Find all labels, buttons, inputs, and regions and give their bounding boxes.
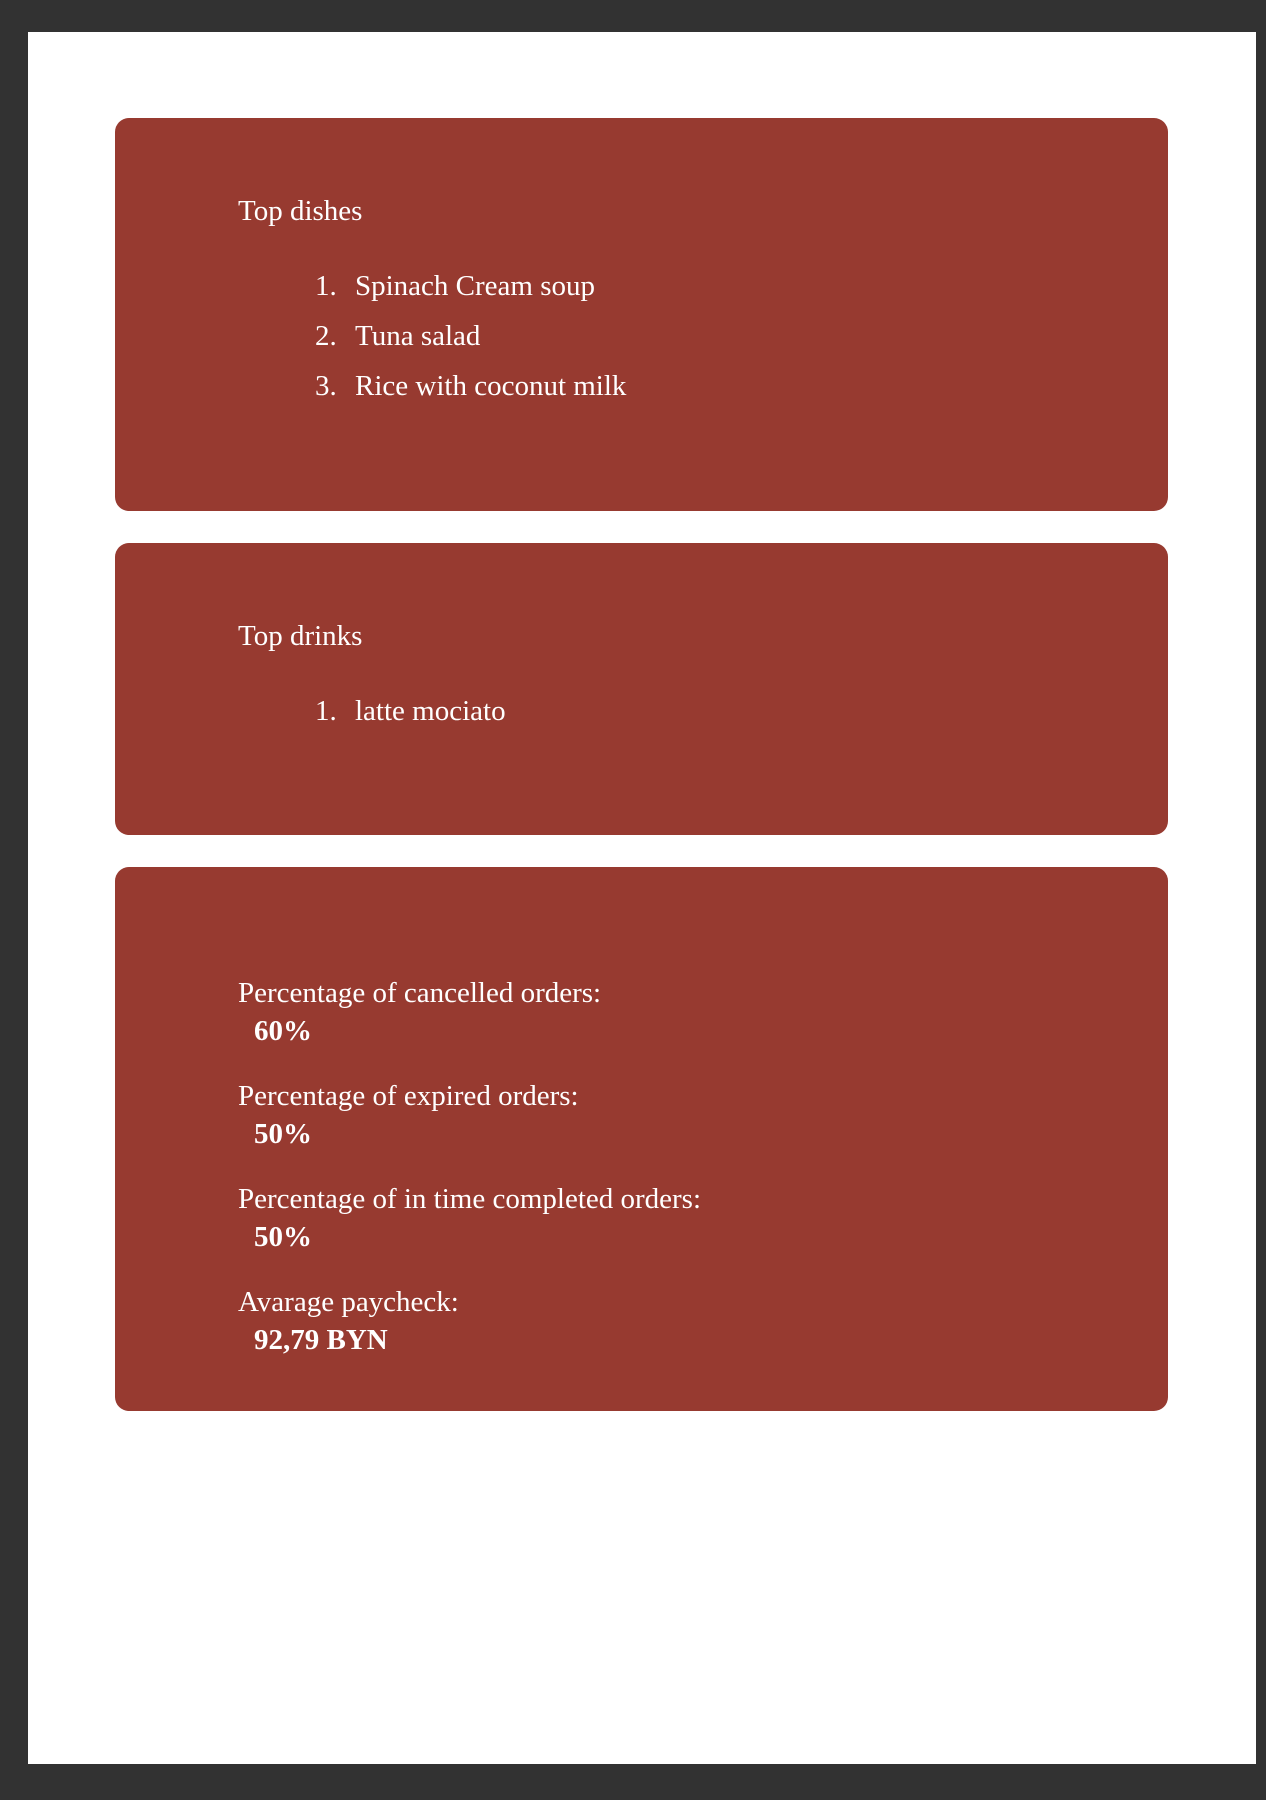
list-item-label: Spinach Cream soup <box>355 270 596 302</box>
average-paycheck-stat <box>238 1283 459 1359</box>
list-item-label: latte mociato <box>355 695 506 727</box>
stat-value: 60% <box>254 1015 312 1047</box>
top-drinks-card <box>115 543 1168 835</box>
stat-value: 50% <box>254 1221 312 1253</box>
stat-value: 92,79 BYN <box>254 1324 388 1356</box>
list-item-number: 2. <box>315 320 337 352</box>
list-item-label: Rice with coconut milk <box>355 370 627 402</box>
list-item <box>315 318 626 368</box>
list-item-number: 3. <box>315 370 337 402</box>
stat-label: Percentage of cancelled orders: <box>238 977 602 1009</box>
list-item <box>315 693 506 743</box>
list-item-label: Tuna salad <box>355 320 481 352</box>
stat-label: Percentage of in time completed orders: <box>238 1183 702 1215</box>
in-time-orders-stat <box>238 1180 701 1256</box>
top-drinks-title: Top drinks <box>238 620 363 652</box>
list-item-number: 1. <box>315 270 337 302</box>
report-page <box>28 32 1256 1764</box>
stat-label: Percentage of expired orders: <box>238 1080 579 1112</box>
list-item-number: 1. <box>315 695 337 727</box>
top-dishes-title: Top dishes <box>238 195 363 227</box>
order-stats-card <box>115 867 1168 1411</box>
top-dishes-list <box>315 268 626 418</box>
stat-label: Avarage paycheck: <box>238 1286 459 1318</box>
list-item <box>315 268 626 318</box>
top-dishes-card <box>115 118 1168 511</box>
cancelled-orders-stat <box>238 974 601 1050</box>
expired-orders-stat <box>238 1077 579 1153</box>
top-drinks-list <box>315 693 506 743</box>
stat-value: 50% <box>254 1118 312 1150</box>
list-item <box>315 368 626 418</box>
